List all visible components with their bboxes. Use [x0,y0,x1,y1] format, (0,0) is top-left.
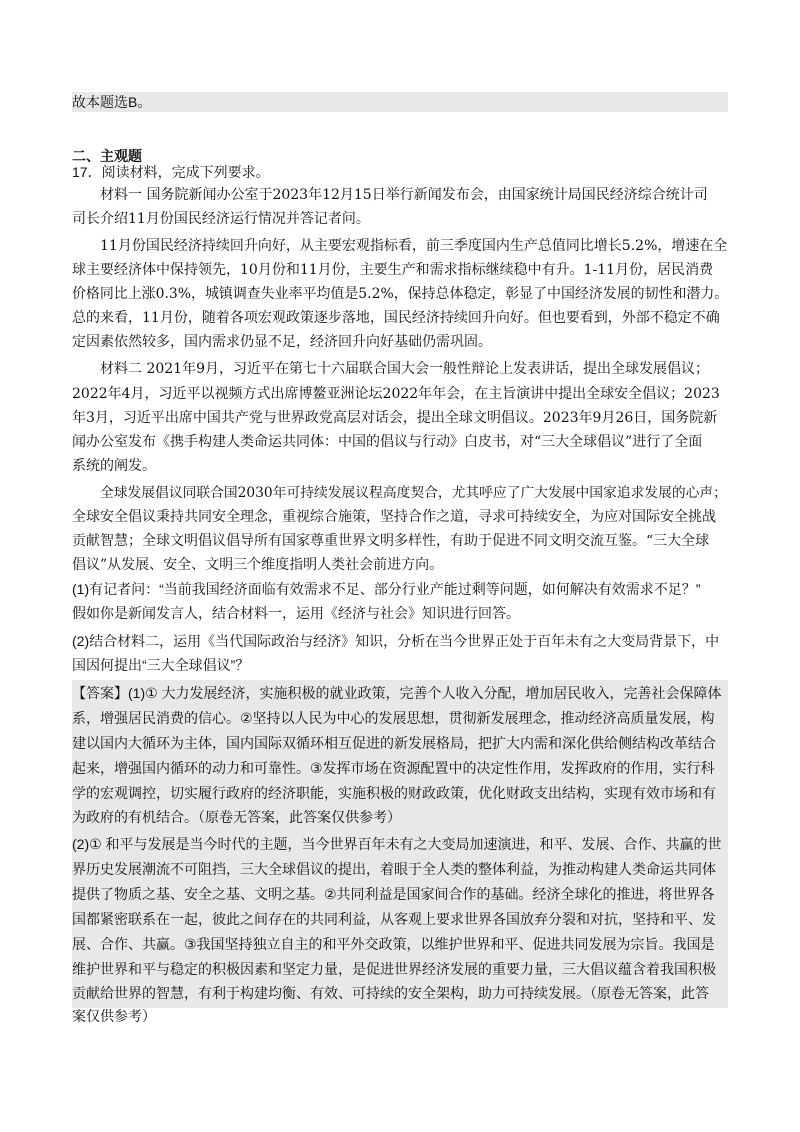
material1-line: 11月份国民经济持续回升向好，从主要宏观指标看，前三季度国内生产总值同比增长5.2%，增速在全 [100,238,728,254]
material2-line: 2022年4月，习近平以视频方式出席博鳌亚洲论坛2022年年会，在主旨演讲中提出全球安全倡议；2023 [72,386,720,402]
answer2-line: 提供了物质之基、安全之基、文明之基。②共同利益是国家间合作的基础。经济全球化的推进，将世界各 [72,886,715,902]
material2-line: 贡献智慧；全球文明倡议倡导所有国家尊重世界文明多样性，有助于促进不同文明交流互鉴。“三大全球 [72,533,710,549]
material1-line: 价格同比上涨0.3%，城镇调查失业率平均值是5.2%，保持总体稳定，彰显了中国经济发展的韧性和潜力。 [72,286,729,302]
top-answer-shade [72,92,728,112]
material1-line: 司长介绍11月份国民经济运行情况并答记者问。 [72,211,370,227]
answer2-line: 贡献给世界的智慧，有利于构建均衡、有效、可持续的安全架构，助力可持续发展。（原卷无答案，此答 [72,985,709,1001]
answer1-line: 系，增强居民消费的信心。②坚持以人民为中心的发展思想，贯彻新发展理念，推动经济高质量发展，构 [72,710,715,726]
top-answer-line: 故本题选B。 [72,94,152,110]
material2-line: 全球安全倡议秉持共同安全理念，重视综合施策，坚持合作之道，寻求可持续安全，为应对国际安全挑战 [72,509,716,525]
section-title: 二、主观题 [72,148,142,164]
answer1-line: 建以国内大循环为主体，国内国际双循环相互促进的新发展格局，把扩大内需和深化供给侧结构改革结合 [72,735,716,751]
material2-line: 闻办公室发布《携手构建人类命运共同体：中国的倡议与行动》白皮书，对“三大全球倡议”进行了全面 [72,434,703,450]
answer2-line: 国都紧密联系在一起，彼此之间存在的共同利益，从客观上要求世界各国放弃分裂和对抗，坚持和平、发 [72,911,716,927]
material1-line: 球主要经济体中保持领先，10月份和11月份，主要生产和需求指标继续稳中有升。1-11月份，居民消费 [72,262,714,278]
question2-line: (2)结合材料二，运用《当代国际政治与经济》知识，分析在当今世界正处于百年未有之大变局背景下，中 [72,633,720,649]
answer2-line: (2)① 和平与发展是当今时代的主题，当今世界百年未有之大变局加速演进，和平、发展、合作、共赢的世 [72,836,722,852]
answer2-line: 展、合作、共赢。③我国坚持独立自主的和平外交政策，以维护世界和平、促进共同发展为宗旨。我国是 [72,936,715,952]
question2-line: 国因何提出“三大全球倡议”？ [72,657,250,673]
answer2-line: 界历史发展潮流不可阻挡，三大全球倡议的提出，着眼于全人类的整体利益，为推动构建人类命运共同体 [72,861,716,877]
answer2-line: 维护世界和平与稳定的积极因素和坚定力量，是促进世界经济发展的重要力量，三大倡议蕴含着我国积极 [72,961,716,977]
material2-line: 年3月，习近平出席中国共产党与世界政党高层对话会，提出全球文明倡议。2023年9月26日，国务院新 [72,410,718,426]
answer2-line: 案仅供参考） [72,1008,156,1024]
answer1-line: 起来，增强国内循环的动力和可靠性。③发挥市场在资源配置中的决定性作用，发挥政府的作用，实行科 [72,760,715,776]
material1-line: 材料一 国务院新闻办公室于2023年12月15日举行新闻发布会，由国家统计局国民经济综合统计司 [100,187,708,203]
material1-line: 总的来看，11月份，随着各项宏观政策逐步落地，国民经济持续回升向好。但也要看到，外部不稳定不确 [72,310,720,326]
material2-line: 系统的阐发。 [72,458,156,474]
answer1-line: 为政府的有机结合。（原卷无答案，此答案仅供参考） [72,809,401,825]
question1-line: 假如你是新闻发言人，结合材料一，运用《经济与社会》知识进行回答。 [72,605,520,621]
answer1-line: 【答案】(1)① 大力发展经济，实施积极的就业政策，完善个人收入分配，增加居民收入，完善社会保障体 [72,685,722,701]
question1-line: (1)有记者问：“当前我国经济面临有效需求不足、部分行业产能过剩等问题，如何解决有效需求不足？” [72,581,701,597]
material2-line: 倡议”从发展、安全、文明三个维度指明人类社会前进方向。 [72,557,444,573]
material1-line: 定因素依然较多，国内需求仍显不足，经济回升向好基础仍需巩固。 [72,334,492,350]
question-intro: 17．阅读材料，完成下列要求。 [72,164,270,180]
answer1-line: 学的宏观调控，切实履行政府的经济职能，实施积极的财政政策，优化财政支出结构，实现有效市场和有 [72,785,716,801]
material2-line: 全球发展倡议同联合国2030年可持续发展议程高度契合，尤其呼应了广大发展中国家追求发展的心声； [100,485,727,501]
material2-line: 材料二 2021年9月，习近平在第七十六届联合国大会一般性辩论上发表讲话，提出全球发展倡议； [100,361,709,377]
